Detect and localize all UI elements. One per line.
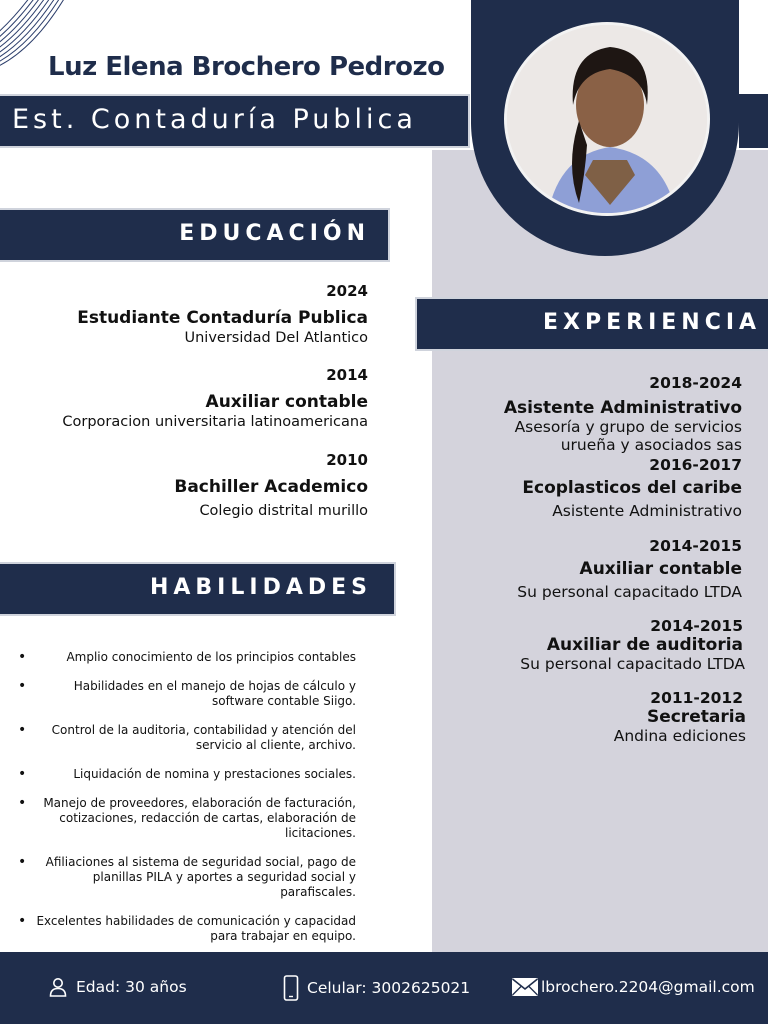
experience-years: 2014-2015	[650, 617, 743, 635]
email-info[interactable]	[511, 977, 755, 997]
education-item	[40, 282, 368, 346]
experience-years: 2016-2017	[649, 456, 742, 474]
title-banner-extension	[739, 94, 768, 148]
skills-list	[14, 650, 356, 944]
skill-item: • Excelentes habilidades de comunicación y capacidad para trabajar en equipo.	[14, 914, 356, 944]
experience-years: 2014-2015	[649, 537, 742, 555]
experience-years: 2018-2024	[649, 374, 742, 392]
experience-role: Auxiliar de auditoria	[546, 635, 743, 655]
education-degree: Auxiliar contable	[205, 392, 368, 412]
experience-heading: EXPERIENCIA	[543, 310, 762, 335]
experience-company: Andina ediciones	[613, 727, 746, 745]
education-item	[40, 366, 368, 430]
profile-photo	[504, 22, 710, 216]
experience-role: Secretaria	[646, 707, 746, 727]
experience-item	[440, 374, 742, 454]
education-institution: Corporacion universitaria latinoamericana	[62, 414, 368, 430]
experience-company: Asesoría y grupo de servicios urueña y asociados sas	[514, 418, 742, 454]
education-institution: Colegio distrital murillo	[199, 503, 368, 519]
contact-footer	[0, 952, 768, 1024]
age-text: Edad: 30 años	[76, 978, 187, 996]
education-heading: EDUCACIÓN	[179, 221, 370, 246]
email-link[interactable]: lbrochero.2204@gmail.com	[541, 978, 755, 996]
skill-item: • Control de la auditoria, contabilidad y atención del servicio al cliente, archivo.	[14, 723, 356, 753]
education-year: 2010	[326, 451, 368, 469]
education-heading-bar	[0, 208, 390, 262]
skill-item: • Afiliaciones al sistema de seguridad social, pago de planillas PILA y aportes a seguridad social y parafiscales.	[14, 855, 356, 900]
user-icon	[48, 977, 68, 997]
experience-item	[440, 617, 743, 673]
education-item	[40, 451, 368, 519]
experience-item	[440, 689, 746, 745]
experience-role: Auxiliar contable	[579, 559, 742, 579]
education-year: 2014	[326, 366, 368, 384]
education-year: 2024	[326, 282, 368, 300]
job-title: Est. Contaduría Publica	[12, 104, 417, 135]
skill-item: • Amplio conocimiento de los principios contables	[14, 650, 356, 665]
experience-role: Ecoplasticos del caribe	[522, 478, 742, 498]
phone-icon	[283, 975, 299, 1001]
experience-company: Su personal capacitado LTDA	[517, 583, 742, 601]
person-name: Luz Elena Brochero Pedrozo	[48, 52, 445, 82]
phone-text: Celular: 3002625021	[307, 979, 471, 997]
experience-heading-bar	[415, 297, 768, 351]
education-degree: Estudiante Contaduría Publica	[77, 308, 368, 328]
age-info	[48, 977, 187, 997]
skills-heading: HABILIDADES	[149, 575, 372, 600]
skill-item: • Liquidación de nomina y prestaciones sociales.	[14, 767, 356, 782]
experience-item	[440, 537, 742, 601]
education-degree: Bachiller Academico	[174, 477, 368, 497]
experience-company: Su personal capacitado LTDA	[520, 655, 745, 673]
skill-item: • Manejo de proveedores, elaboración de facturación, cotizaciones, redacción de cartas, elaboración de licitaciones.	[14, 796, 356, 841]
title-banner	[0, 94, 470, 148]
skill-item: • Habilidades en el manejo de hojas de cálculo y software contable Siigo.	[14, 679, 356, 709]
skills-heading-bar	[0, 562, 396, 616]
experience-years: 2011-2012	[650, 689, 743, 707]
education-institution: Universidad Del Atlantico	[184, 330, 368, 346]
experience-item	[440, 456, 742, 520]
experience-role: Asistente Administrativo	[503, 398, 742, 418]
experience-company: Asistente Administrativo	[552, 502, 742, 520]
envelope-icon	[511, 977, 539, 997]
phone-info	[283, 975, 470, 1001]
